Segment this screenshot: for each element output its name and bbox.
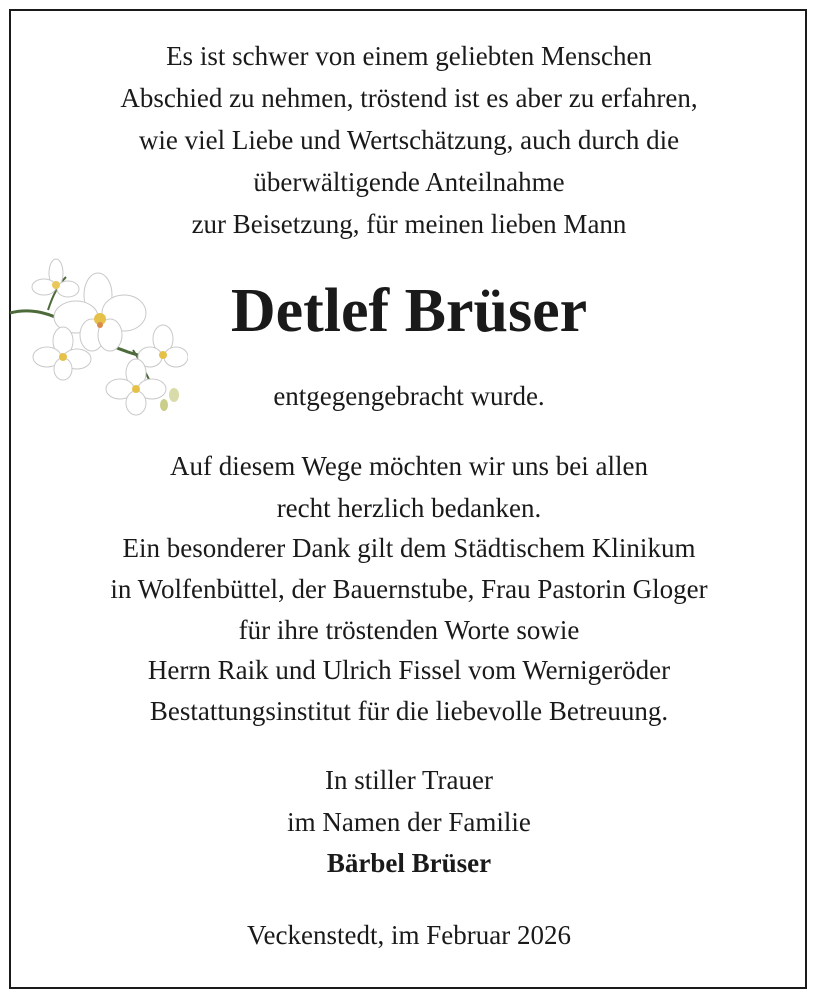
intro-line-4: überwältigende Anteilnahme [253,167,565,197]
intro-line-1: Es ist schwer von einem geliebten Menschen [166,41,652,71]
intro-line-2: Abschied zu nehmen, tröstend ist es aber zu erfahren, [120,83,698,113]
intro-line-3: wie viel Liebe und Wertschätzung, auch durch die [138,125,680,155]
thanks-line-5: für ihre tröstenden Worte sowie [238,615,580,645]
mourning-line-2: im Namen der Familie [287,807,531,837]
after-name-line: entgegengebracht wurde. [273,381,545,411]
mourning-line-1: In stiller Trauer [325,765,493,795]
signer-name: Bärbel Brüser [326,848,492,878]
thanks-line-6: Herrn Raik und Ulrich Fissel vom Wernigeröder [147,655,671,685]
deceased-name: Detlef Brüser [230,277,588,345]
thanks-line-7: Bestattungsinstitut für die liebevolle Betreuung. [149,696,669,726]
thanks-line-1: Auf diesem Wege möchten wir uns bei allen [170,451,648,481]
thanks-line-4: in Wolfenbüttel, der Bauernstube, Frau Pastorin Gloger [110,574,708,604]
thanks-line-2: recht herzlich bedanken. [276,493,542,523]
thanks-line-3: Ein besonderer Dank gilt dem Städtischem Klinikum [122,533,696,563]
place-date: Veckenstedt, im Februar 2026 [247,920,571,950]
intro-line-5: zur Beisetzung, für meinen lieben Mann [191,209,627,239]
